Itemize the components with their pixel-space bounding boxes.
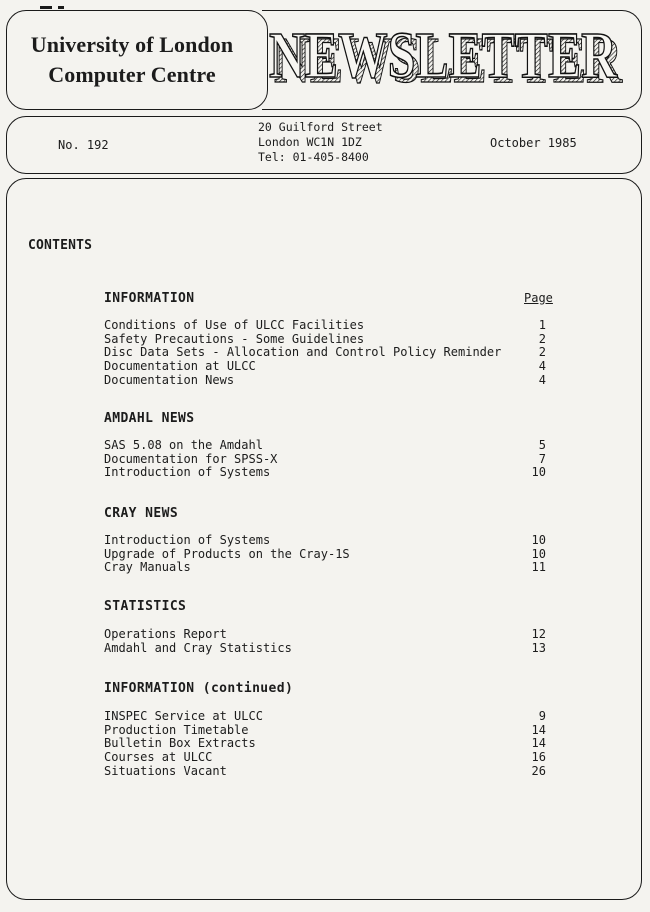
- toc-item: Safety Precautions - Some Guidelines: [104, 332, 365, 346]
- toc-item: Documentation News: [104, 373, 235, 387]
- address-telephone: Tel: 01-405-8400: [258, 150, 369, 164]
- issue-number: No. 192: [58, 138, 109, 152]
- address-city: London WC1N 1DZ: [258, 135, 362, 149]
- toc-item: Introduction of Systems: [104, 533, 271, 547]
- toc-item-page: 14: [531, 723, 546, 737]
- toc-item: Documentation at ULCC: [104, 359, 256, 373]
- toc-item-page: 12: [531, 627, 546, 641]
- toc-item: Conditions of Use of ULCC Facilities: [104, 318, 365, 332]
- toc-item: SAS 5.08 on the Amdahl: [104, 438, 263, 452]
- institution-line2: Computer Centre: [48, 62, 216, 87]
- toc-item: Introduction of Systems: [104, 465, 271, 479]
- toc-item-page: 4: [538, 359, 546, 373]
- toc-item: Upgrade of Products on the Cray-1S: [104, 547, 350, 561]
- toc-item: Documentation for SPSS-X: [104, 452, 278, 466]
- toc-item-page: 2: [538, 332, 546, 346]
- toc-item: Disc Data Sets - Allocation and Control Policy Reminder: [104, 345, 502, 359]
- toc-item: Courses at ULCC: [104, 750, 213, 764]
- newsletter-masthead: [266, 14, 634, 94]
- masthead-shadow: NEWSLETTER: [274, 24, 623, 94]
- toc-item-page: 1: [538, 318, 546, 332]
- address-block: [258, 120, 383, 165]
- toc-item-page: 14: [531, 736, 546, 750]
- toc-item-page: 16: [531, 750, 546, 764]
- contents-panel: [6, 178, 642, 900]
- scan-mark: [40, 6, 52, 9]
- toc-item-page: 5: [538, 438, 546, 452]
- toc-item: Production Timetable: [104, 723, 249, 737]
- section-heading-statistics: STATISTICS: [104, 599, 187, 614]
- section-heading-amdahl-news: AMDAHL NEWS: [104, 411, 195, 426]
- toc-item-page: 4: [538, 373, 546, 387]
- toc-item-page: 10: [531, 465, 546, 479]
- toc-item-page: 2: [538, 345, 546, 359]
- toc-item: Situations Vacant: [104, 764, 227, 778]
- toc-item: Operations Report: [104, 627, 227, 641]
- section-heading-cray-news: CRAY NEWS: [104, 506, 179, 521]
- toc-item-page: 10: [531, 533, 546, 547]
- toc-item-page: 9: [538, 709, 546, 723]
- toc-item-page: 10: [531, 547, 546, 561]
- scan-mark: [58, 6, 64, 9]
- masthead-text: NEWSLETTER: [269, 19, 618, 92]
- section-heading-information: INFORMATION: [104, 291, 195, 306]
- toc-item: Amdahl and Cray Statistics: [104, 641, 292, 655]
- toc-item-page: 11: [531, 560, 546, 574]
- address-street: 20 Guilford Street: [258, 120, 383, 134]
- toc-item: Cray Manuals: [104, 560, 191, 574]
- toc-item-page: 26: [531, 764, 546, 778]
- institution-name: [22, 30, 242, 90]
- contents-title: CONTENTS: [28, 238, 93, 253]
- section-heading-information-continued: INFORMATION (continued): [104, 681, 294, 696]
- toc-item: INSPEC Service at ULCC: [104, 709, 263, 723]
- toc-item: Bulletin Box Extracts: [104, 736, 256, 750]
- page-column-header: Page: [524, 291, 553, 305]
- toc-item-page: 7: [538, 452, 546, 466]
- toc-item-page: 13: [531, 641, 546, 655]
- institution-line1: University of London: [30, 32, 234, 57]
- issue-date: October 1985: [490, 136, 577, 150]
